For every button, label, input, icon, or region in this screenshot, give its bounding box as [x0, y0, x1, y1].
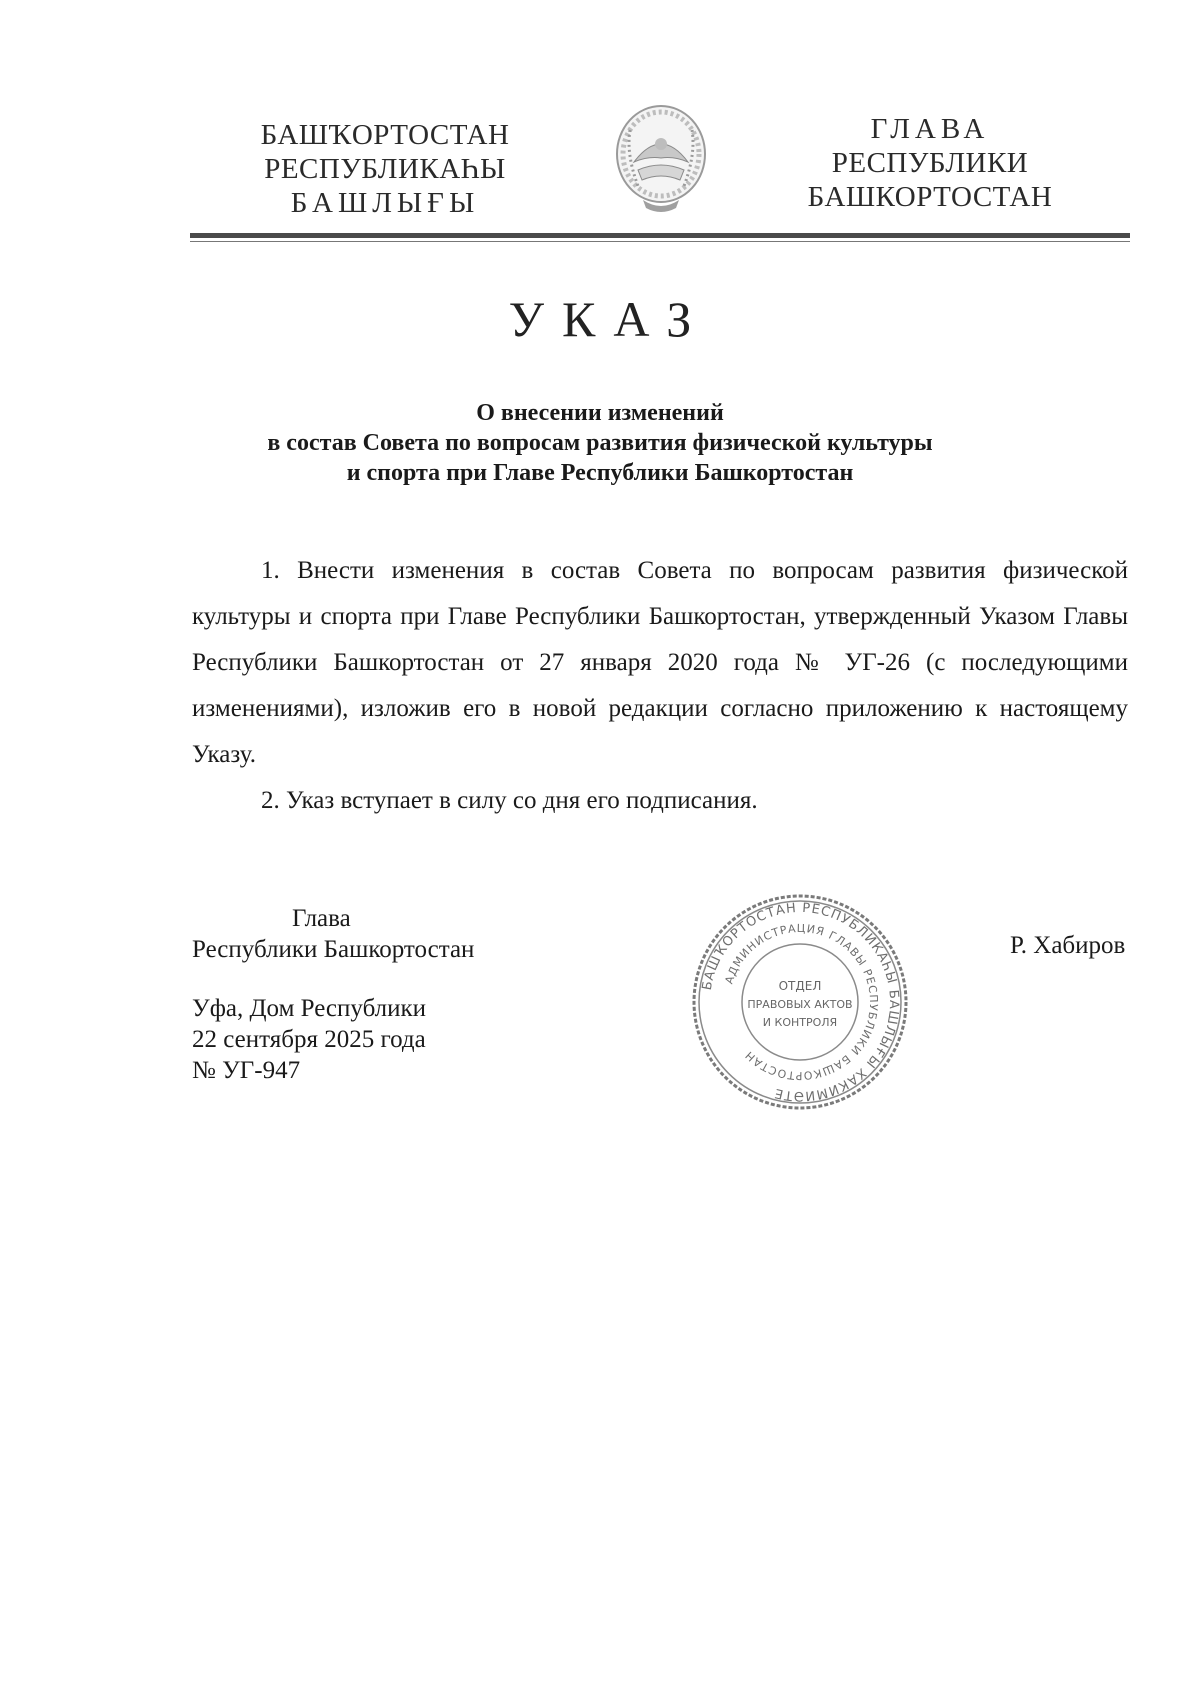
subject-line-1: О внесении изменений — [476, 400, 724, 426]
issue-place: Уфа, Дом Республики — [192, 995, 427, 1022]
header-right-line-3: БАШКОРТОСТАН — [807, 181, 1053, 213]
body-paragraph-2: 2. Указ вступает в силу со дня его подписания. — [261, 787, 758, 814]
bashkortostan-emblem-icon — [608, 100, 714, 216]
subject-line-3: и спорта при Главе Республики Башкортостан — [346, 460, 854, 486]
stamp-outer-text: БАШҠОРТОСТАН РЕСПУБЛИКАҺЫ БАШЛЫҒЫ ХАКИМИӘТЕ — [699, 900, 902, 1104]
signatory-title — [192, 903, 512, 965]
header-left-line-2: РЕСПУБЛИКАҺЫ — [264, 153, 506, 185]
header-right-title — [780, 112, 1080, 214]
header-left-line-3: БАШЛЫҒЫ — [290, 187, 480, 219]
header-rule-thick — [190, 233, 1130, 238]
issue-number: № УГ-947 — [192, 1057, 301, 1084]
document-type-title: УКАЗ — [508, 291, 710, 347]
signatory-title-line-1: Глава — [292, 905, 351, 932]
issue-date: 22 сентября 2025 года — [192, 1026, 426, 1053]
subject-line-2: в состав Совета по вопросам развития физической культуры — [267, 430, 933, 456]
header-right-line-1: ГЛАВА — [870, 113, 990, 145]
signatory-name: Р. Хабиров — [1010, 932, 1126, 959]
header-rule-thin — [190, 241, 1130, 242]
body-paragraph-1: 1. Внести изменения в состав Совета по вопросам развития физической культуры и спорта при Главе Республики Башкортостан, утвержденный Указом Главы Республики Башкортостан от 27 января 2020 года № УГ-26 (с последующими изменениями), изложив его в новой редакции согласно приложению к настоящему Указу. — [192, 557, 1128, 768]
document-body — [192, 548, 1128, 824]
document-subject — [160, 398, 1040, 488]
stamp-center-line-3: И КОНТРОЛЯ — [762, 1016, 838, 1029]
stamp-center-line-2: ПРАВОВЫХ АКТОВ — [747, 998, 853, 1011]
stamp-inner-text: АДМИНИСТРАЦИЯ ГЛАВЫ РЕСПУБЛИКИ БАШКОРТОСТАН — [722, 921, 881, 1083]
header-left-title — [240, 118, 530, 220]
issue-details — [192, 993, 532, 1086]
header-right-line-2: РЕСПУБЛИКИ — [831, 147, 1029, 179]
signatory-title-line-2: Республики Башкортостан — [192, 936, 475, 963]
official-stamp — [688, 890, 912, 1114]
stamp-center-line-1: ОТДЕЛ — [778, 979, 822, 993]
header-left-line-1: БАШҠОРТОСТАН — [260, 119, 510, 151]
